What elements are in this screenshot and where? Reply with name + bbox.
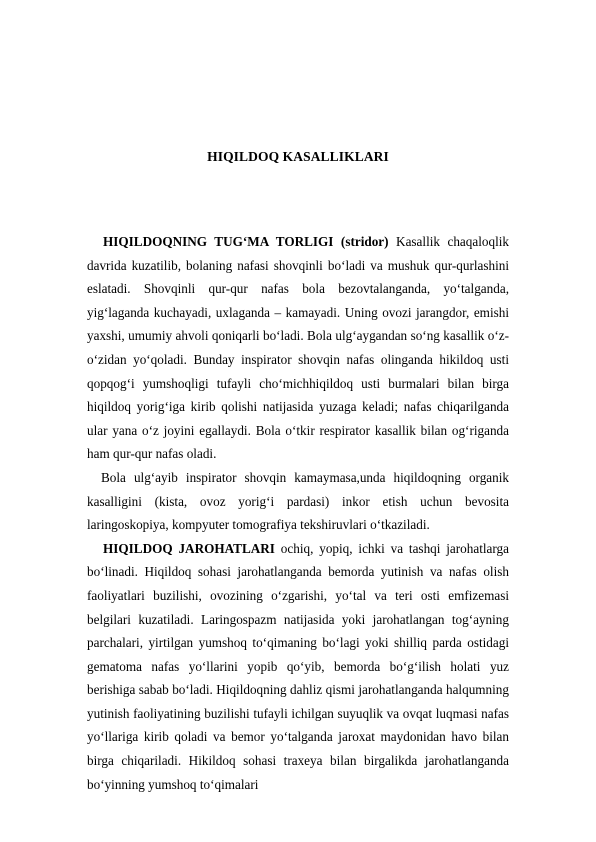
paragraph-text: Kasallik chaqaloqlik davrida kuzatilib, bolaning nafasi shovqinli bo‘ladi va mushuk qur-qurlashini eslatadi. Shovqinli qur-qur nafas bola bezovtalanganda, yo‘talganda, yig‘laganda kuchayadi, uxlaganda – kamayadi. Uning ovozi jarangdor, emishi yaxshi, umumiy ahvoli qoniqarli bo‘ladi. Bola ulg‘aygandan so‘ng kasallik o‘z-o‘zidan yo‘qoladi. Bunday inspirator shovqin nafas olinganda hikildoq usti qopqog‘i yumshoqligi tufayli cho‘michhiqildoq usti burmalari bilan birga hiqildoq yorig‘iga kirib qolishi natijasida yuzaga keladi; nafas chiqarilganda ular yana o‘z joyini egallaydi. Bola o‘tkir respirator kasallik bilan og‘riganda ham qur-qur nafas oladi. <box>87 234 510 462</box>
paragraph-text: ochiq, yopiq, ichki va tashqi jarohatlarga bo‘linadi. Hiqildoq sohasi jarohatlanganda bemorda yutinish va nafas olish faoliyatlari buzilishi, ovozining o‘zgarishi, yo‘tal va teri osti emfizemasi belgilari kuzatiladi. Laringospazm natijasida yoki jarohatlangan tog‘ayning parchalari, yirtilgan yumshoq to‘qimaning bo‘lagi yoki shilliq parda ostidagi gematoma nafas yo‘llarini yopib qo‘yib, bemorda bo‘g‘ilish holati yuz berishiga sabab bo‘ladi. Hiqildoqning dahliz qismi jarohatlanganda halqumning yutinish faoliyatining buzilishi tufayli ichilgan suyuqlik va ovqat luqmasi nafas yo‘llariga kirib qoladi va bemor yo‘talganda jaroxat maydonidan havo bilan birga chiqariladi. Hikildoq sohasi traxeya bilan birgalikda jarohatlanganda bo‘yinning yumshoq to‘qimalari <box>87 540 509 792</box>
document-body <box>87 230 509 796</box>
paragraph-larynx-injuries <box>87 537 509 797</box>
paragraph-heading: HIQILDOQNING TUG‘MA TORLIGI (stridor) <box>103 234 389 249</box>
page-title: HIQILDOQ KASALLIKLARI <box>207 149 389 164</box>
paragraph-congenital-stridor <box>87 230 509 466</box>
paragraph-diagnostics <box>87 466 509 537</box>
paragraph-text: Bola ulg‘ayib inspirator shovqin kamaymasa,unda hiqildoqning organik kasalligini (kista, ovoz yorig‘i pardasi) inkor etish uchun bevosita laringoskopiya, kompyuter tomografiya tekshiruvlari o‘tkaziladi. <box>87 469 509 533</box>
paragraph-heading: HIQILDOQ JAROHATLARI <box>103 540 275 556</box>
